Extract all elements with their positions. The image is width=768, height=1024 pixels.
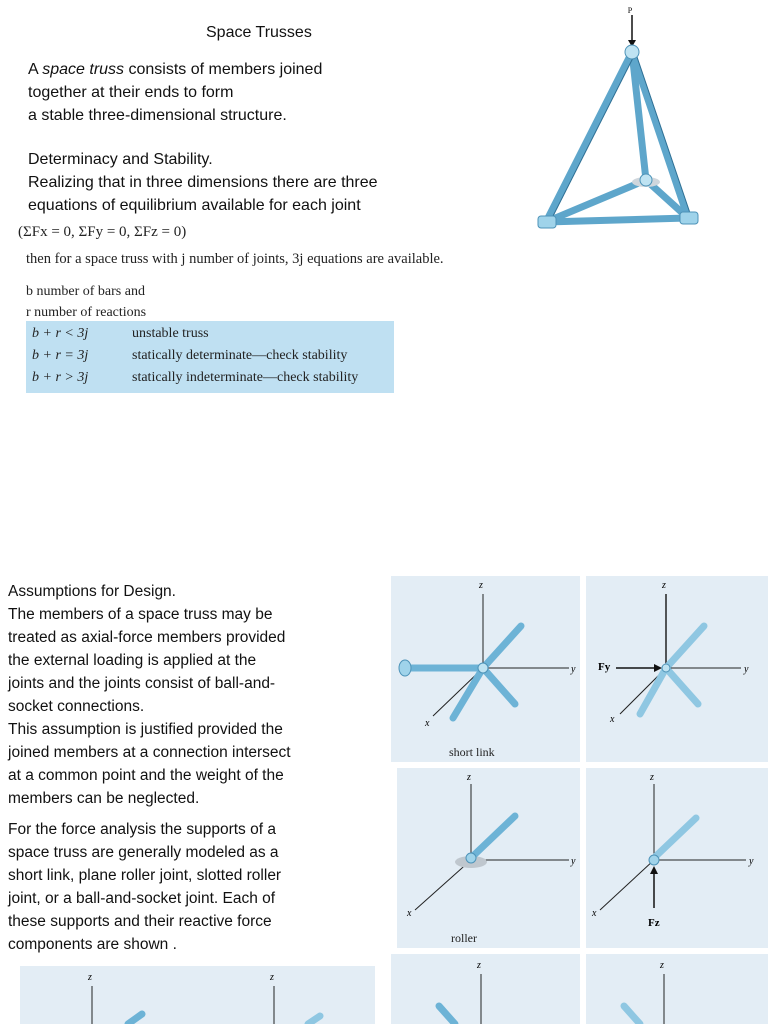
- slotted-roller-panel: [391, 954, 580, 1024]
- y-axis-label: y: [571, 856, 576, 867]
- assumptions-line: The members of a space truss may be: [8, 606, 273, 623]
- supports-line: space truss are generally modeled as a: [8, 844, 279, 861]
- z-axis-label: z: [477, 960, 481, 971]
- truss-member: [624, 1006, 640, 1024]
- condition-result: unstable truss: [132, 326, 209, 341]
- truss-member: [308, 1016, 320, 1024]
- intro-line: a stable three-dimensional structure.: [28, 107, 287, 124]
- b-definition: b number of bars and: [26, 284, 145, 299]
- x-axis-label: x: [592, 908, 597, 919]
- x-axis: [600, 860, 654, 910]
- force-fz-panel: [586, 768, 768, 948]
- x-axis: [415, 860, 471, 910]
- slotted-roller-force-panel: [586, 954, 768, 1024]
- truss-member: [483, 626, 521, 668]
- force-fy-label: Fy: [598, 661, 611, 673]
- condition-expr: b + r = 3j: [32, 348, 89, 363]
- truss-member: [439, 1006, 455, 1024]
- determinacy-heading: Determinacy and Stability.: [28, 151, 213, 168]
- force-fy-diagram: [586, 576, 768, 762]
- z-axis-label: z: [660, 960, 664, 971]
- force-fz-diagram: [586, 768, 768, 948]
- joint: [478, 663, 488, 673]
- joint: [649, 855, 659, 865]
- short-link-caption: short link: [449, 745, 495, 759]
- intro-text: consists of members joined: [124, 61, 323, 78]
- roller-diagram: [397, 768, 580, 948]
- assumptions-line: This assumption is justified provided the: [8, 721, 283, 738]
- equilibrium-equation: (ΣFx = 0, ΣFy = 0, ΣFz = 0): [18, 224, 187, 240]
- link-pin: [399, 660, 411, 676]
- truss-member: [546, 52, 632, 222]
- roller-caption: roller: [451, 931, 477, 945]
- condition-expr: b + r < 3j: [32, 326, 89, 341]
- truss-member: [666, 668, 698, 704]
- truss-member: [656, 818, 696, 856]
- truss-member: [128, 1014, 142, 1024]
- roller-ball: [466, 853, 476, 863]
- x-axis-label: x: [407, 908, 412, 919]
- truss-member: [473, 816, 515, 856]
- intro-term: space truss: [42, 61, 125, 78]
- roller-panel: [397, 768, 580, 948]
- determinacy-line: equations of equilibrium available for each joint: [28, 197, 361, 214]
- supports-line: components are shown .: [8, 936, 177, 953]
- z-axis-label: z: [467, 772, 471, 783]
- ball-socket-diagram: [20, 966, 375, 1024]
- x-axis-label: x: [610, 714, 615, 725]
- y-axis-label: y: [749, 856, 754, 867]
- determinacy-line: Realizing that in three dimensions there are three: [28, 174, 378, 191]
- supports-line: joint, or a ball-and-socket joint. Each of: [8, 890, 276, 907]
- condition-row: [32, 348, 347, 364]
- joints-equation-line: then for a space truss with j number of joints, 3j equations are available.: [26, 251, 444, 267]
- truss-member: [640, 668, 666, 714]
- conditions-table: [26, 321, 394, 393]
- force-fy-panel: [586, 576, 768, 762]
- assumptions-line: joints and the joints consist of ball-and-: [8, 675, 276, 692]
- page-title: Space Trusses: [206, 24, 312, 41]
- determinacy-paragraph: [28, 148, 378, 217]
- z-axis-label: z: [650, 772, 654, 783]
- condition-row: [32, 326, 209, 342]
- assumptions-paragraph: [8, 580, 291, 810]
- assumptions-heading: Assumptions for Design.: [8, 583, 176, 600]
- force-arrowhead: [650, 866, 658, 874]
- assumptions-line: treated as axial-force members provided: [8, 629, 286, 646]
- y-axis-label: y: [571, 664, 576, 675]
- joint: [625, 45, 639, 59]
- assumptions-line: the external loading is applied at the: [8, 652, 257, 669]
- condition-row: [32, 370, 358, 386]
- short-link-panel: [391, 576, 580, 762]
- r-definition: r number of reactions: [26, 305, 147, 320]
- variable-definitions: [26, 281, 146, 323]
- joint: [662, 664, 670, 672]
- z-axis-label: z: [662, 580, 666, 591]
- condition-result: statically indeterminate—check stability: [132, 370, 359, 385]
- truss-member: [483, 668, 515, 704]
- support-joint: [680, 212, 698, 224]
- x-axis-label: x: [425, 718, 430, 729]
- truss-figure: [520, 0, 720, 240]
- assumptions-line: socket connections.: [8, 698, 145, 715]
- assumptions-line: at a common point and the weight of the: [8, 767, 284, 784]
- force-fz-label: Fz: [648, 917, 660, 929]
- z-axis-label: z: [88, 972, 92, 983]
- z-axis-label: z: [479, 580, 483, 591]
- ball-socket-panel: [20, 966, 375, 1024]
- short-link-diagram: [391, 576, 580, 762]
- assumptions-line: joined members at a connection intersect: [8, 744, 291, 761]
- slotted-roller-force-diagram: [586, 954, 768, 1024]
- condition-result: statically determinate—check stability: [132, 348, 348, 363]
- y-axis-label: y: [744, 664, 749, 675]
- load-label: P: [627, 6, 633, 15]
- supports-paragraph: [8, 818, 281, 956]
- truss-member: [546, 218, 688, 222]
- supports-line: For the force analysis the supports of a: [8, 821, 276, 838]
- z-axis-label: z: [270, 972, 274, 983]
- intro-text: A: [28, 61, 43, 78]
- joint: [640, 174, 652, 186]
- supports-line: short link, plane roller joint, slotted roller: [8, 867, 282, 884]
- condition-expr: b + r > 3j: [32, 370, 89, 385]
- intro-paragraph: [28, 58, 322, 127]
- intro-line: together at their ends to form: [28, 84, 234, 101]
- support-joint: [538, 216, 556, 228]
- truss-member: [666, 626, 704, 668]
- assumptions-line: members can be neglected.: [8, 790, 200, 807]
- supports-line: these supports and their reactive force: [8, 913, 272, 930]
- slotted-roller-diagram: [391, 954, 580, 1024]
